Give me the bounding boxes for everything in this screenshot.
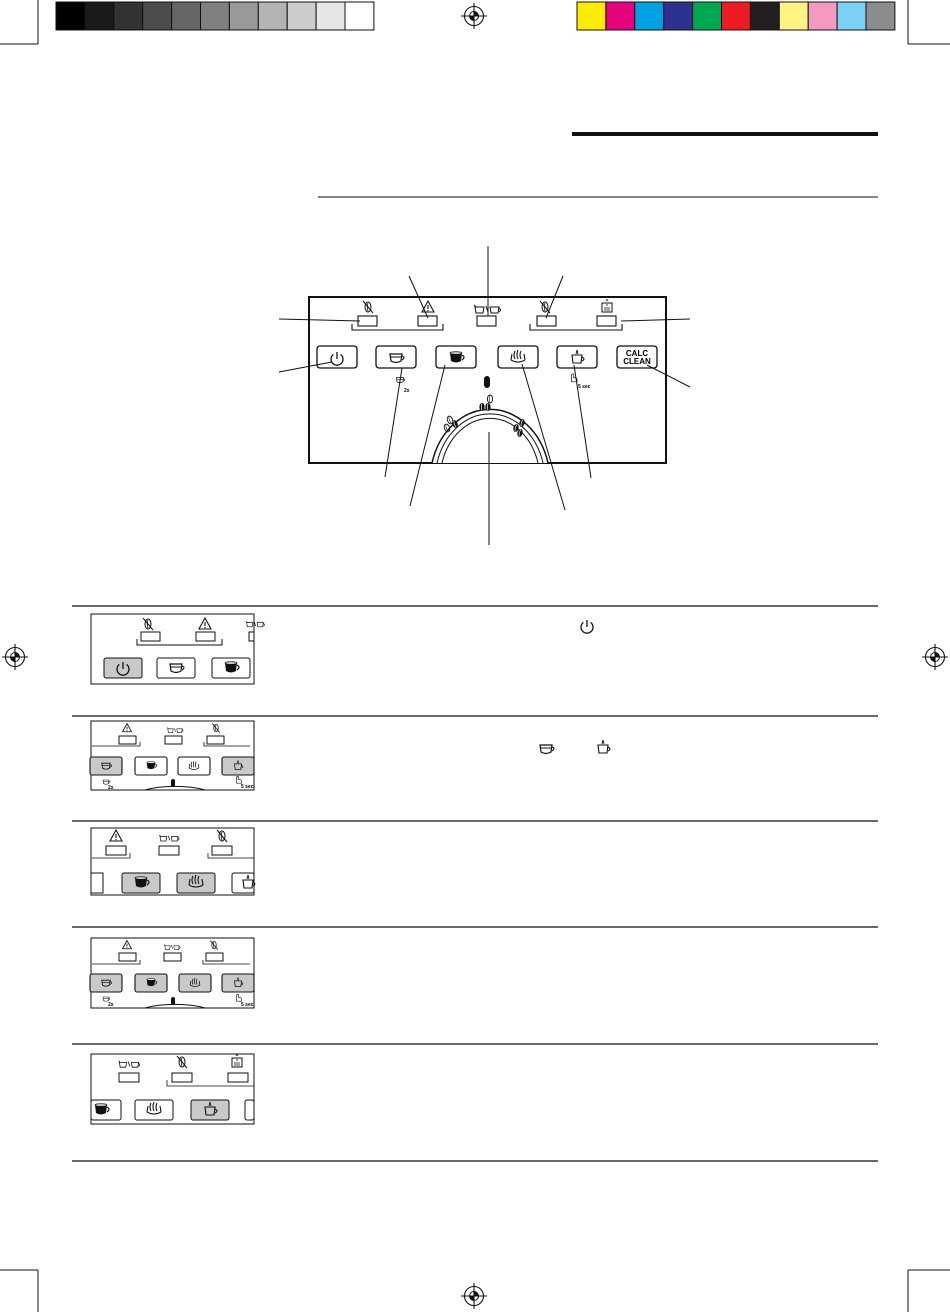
steam-button[interactable]: [498, 346, 538, 368]
calibration-swatch: [316, 2, 345, 30]
color-calibration-bar: [577, 2, 895, 30]
registration-mark-icon: [2, 644, 28, 670]
five-seconds-label: 5 sec: [241, 784, 254, 790]
steam-button: [178, 757, 210, 775]
table-row: [91, 1054, 254, 1124]
calibration-swatch: [172, 2, 201, 30]
table-row: [91, 828, 255, 895]
calibration-swatch: [837, 2, 866, 30]
registration-mark-icon: [461, 1283, 487, 1309]
rinse-icon: [598, 740, 610, 753]
grayscale-calibration-bar: [56, 2, 374, 30]
steam-button: [179, 974, 211, 992]
calibration-swatch: [114, 2, 143, 30]
registration-mark-icon: [461, 3, 487, 29]
calibration-swatch: [722, 2, 751, 30]
two-x-label: 2x: [404, 388, 410, 394]
single-coffee-button: [90, 974, 122, 992]
calibration-swatch: [808, 2, 837, 30]
calibration-swatch: [56, 2, 85, 30]
calibration-swatch: [143, 2, 172, 30]
single-coffee-button: [157, 658, 195, 678]
bean-strength-icon: [485, 403, 490, 411]
five-seconds-label: 5 sec: [578, 384, 591, 390]
calc-clean-label: CLEAN: [623, 357, 651, 366]
calc-clean-label: CALC: [625, 349, 649, 358]
calibration-swatch: [866, 2, 895, 30]
table-row: [90, 721, 610, 791]
calibration-swatch: [693, 2, 722, 30]
rinse-button: [222, 974, 254, 992]
calibration-swatch: [287, 2, 316, 30]
bean-strength-icon: [479, 403, 484, 411]
calibration-swatch: [635, 2, 664, 30]
table-row: [90, 938, 254, 1008]
dial-pointer: [484, 376, 490, 388]
five-seconds-label: 5 sec: [241, 1002, 254, 1008]
calibration-swatch: [664, 2, 693, 30]
section-heading-rule: [572, 132, 878, 136]
calibration-swatch: [606, 2, 635, 30]
calibration-swatch: [229, 2, 258, 30]
rinse-button[interactable]: [557, 346, 597, 368]
calibration-swatch: [258, 2, 287, 30]
single-coffee-button: [90, 757, 122, 775]
calibration-swatch: [779, 2, 808, 30]
power-icon: [581, 620, 593, 633]
control-panel-diagram: [279, 246, 690, 545]
registration-mark-icon: [922, 644, 948, 670]
table-row: [91, 614, 593, 684]
calibration-swatch: [85, 2, 114, 30]
two-x-label: 2x: [108, 785, 114, 791]
single-cup-icon: [540, 745, 554, 754]
calibration-swatch: [577, 2, 606, 30]
calibration-swatch: [750, 2, 779, 30]
two-x-label: 2x: [108, 1002, 114, 1008]
calibration-swatch: [345, 2, 374, 30]
calibration-swatch: [201, 2, 230, 30]
rinse-button: [222, 757, 254, 775]
panel-detail-thumbnail: [91, 828, 254, 895]
